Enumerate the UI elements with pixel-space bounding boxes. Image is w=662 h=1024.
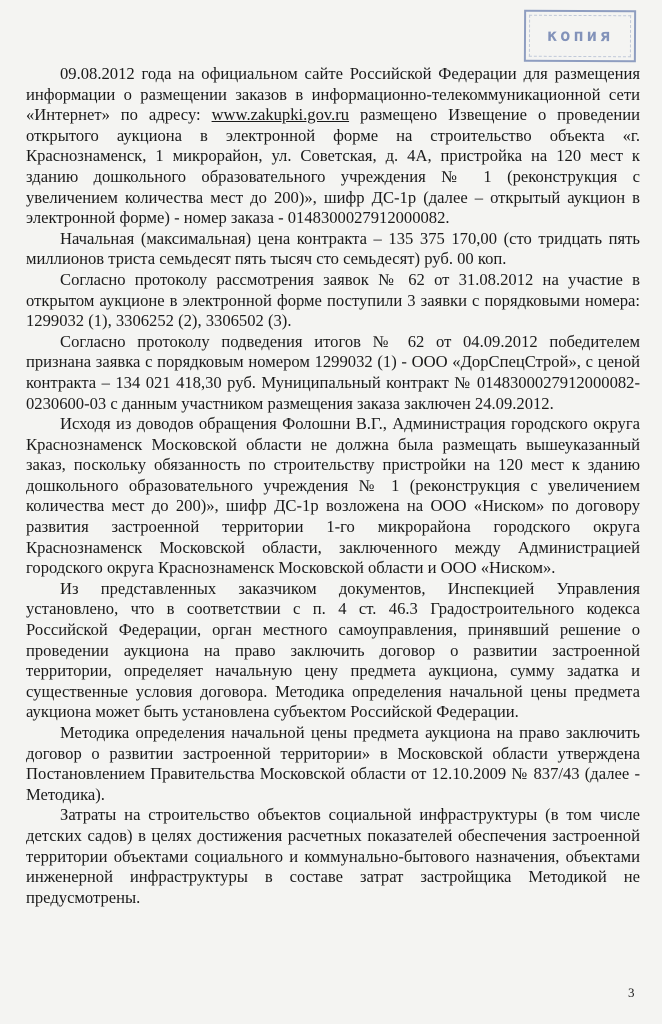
paragraph-notice-text: 09.08.2012 года на официальном сайте Российской Федерации для размещения информации о размещении заказов в информационно-телекоммуникационной сети «Интернет» по адресу: [26, 64, 640, 125]
stamp-text: копия [546, 25, 614, 47]
paragraph-price: Начальная (максимальная) цена контракта – 135 375 170,00 (сто тридцать пять миллионов триста семьдесят пять тысяч сто семьдесят) руб. 00 коп. [26, 228, 640, 269]
paragraph-complaint: Исходя из доводов обращения Фолошни В.Г., Администрация городского округа Краснознаменск Московской области не должна была размещать вышеуказанный заказ, поскольку обязанность по строительству пристройки на 120 мест к зданию дошкольного образовательного учреждения № 1 (реконструкция с увеличением количества мест до 200)», шифр ДС-1р возложена на ООО «Ниском» по договору развития застроенной территории 1-го микрорайона городского округа Краснознаменск Московской области, заключенного между Администрацией городского округа Краснознаменск Московской области и ООО «Ниском». [26, 414, 640, 578]
page-number: 3 [628, 985, 635, 1000]
paragraph-findings: Из представленных заказчиком документов, Инспекцией Управления установлено, что в соответствии с п. 4 ст. 46.3 Градостроительного кодекса Российской Федерации, орган местного самоуправления, принявший решение о проведении аукциона на право заключить договор о развитии застроенной территории, определяет начальную цену предмета аукциона, сумму задатка и существенные условия договора. Методика определения начальной цены предмета аукциона может быть установлена субъектом Российской Федерации. [26, 578, 640, 722]
zakupki-link[interactable]: www.zakupki.gov.ru [211, 105, 350, 125]
paragraph-notice-text-cont: размещено Извещение о проведении открытого аукциона в электронной форме на строительство объекта «г. Краснознаменск, 1 микрорайон, ул. Советская, д. 4А, пристройка на 120 мест к зданию дошкольного образовательного учреждения № 1 (реконструкция с увеличением количества мест до 200)», шифр ДС-1р (далее – открытый аукцион в электронной форме) - номер заказа - 0148300027912000082. [26, 105, 640, 228]
paragraph-costs: Затраты на строительство объектов социальной инфраструктуры (в том числе детских садов) в целях достижения расчетных показателей обеспечения застроенной территории объектами социального и коммунально-бытового назначения, объектами инженерной инфраструктуры в составе затрат застройщика Методикой не предусмотрены. [26, 805, 640, 907]
copy-stamp [524, 10, 636, 63]
paragraph-methodology: Методика определения начальной цены предмета аукциона на право заключить договор о развитии застроенной территории» в Московской области утверждена Постановлением Правительства Московской области от 12.10.2009 № 837/43 (далее - Методика). [26, 723, 640, 804]
paragraph-notice [26, 64, 640, 229]
document-body [26, 64, 640, 908]
paragraph-results: Согласно протоколу подведения итогов № 62 от 04.09.2012 победителем признана заявка с порядковым номером 1299032 (1) - ООО «ДорСпецСтрой», с ценой контракта – 134 021 418,30 руб. Муниципальный контракт № 0148300027912000082-0230600-03 с данным участником размещения заказа заключен 24.09.2012. [26, 331, 640, 413]
paragraph-applications: Согласно протоколу рассмотрения заявок № 62 от 31.08.2012 на участие в открытом аукционе в электронной форме поступили 3 заявки с порядковыми номера: 1299032 (1), 3306252 (2), 3306502 (3). [26, 269, 640, 331]
